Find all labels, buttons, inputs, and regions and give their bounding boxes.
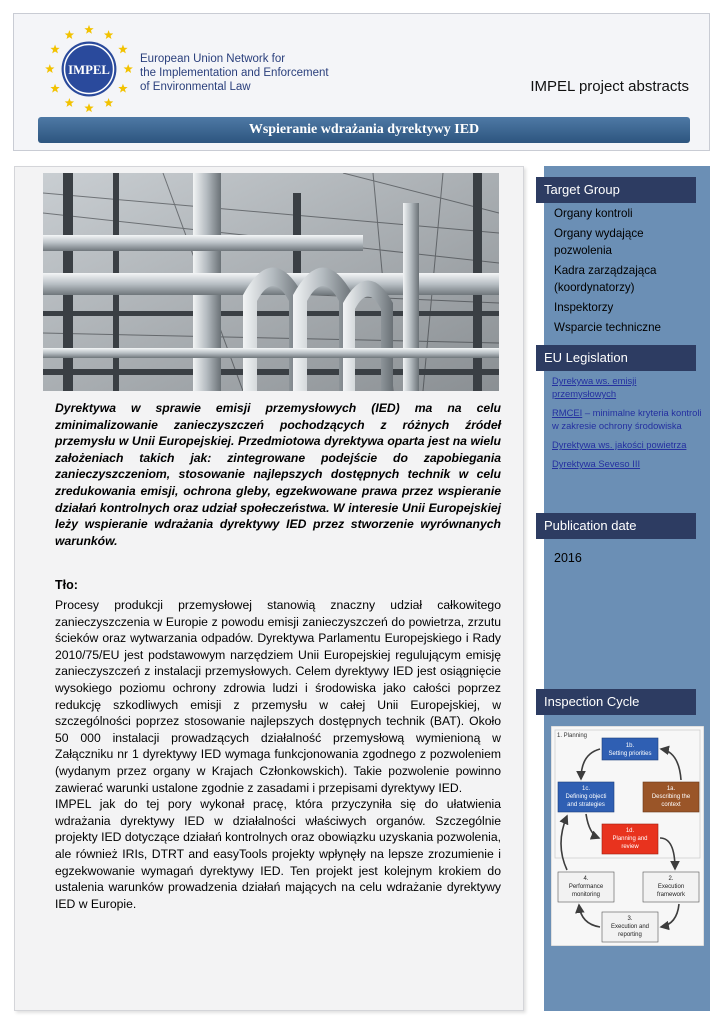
logo-star-icon (50, 45, 59, 54)
org-line-2: the Implementation and Enforcement (140, 67, 329, 79)
step-1d-number: 1d. (625, 828, 635, 834)
step-1b-label: Setting priorities (608, 751, 652, 757)
publication-year: 2016 (554, 551, 582, 565)
step-4-number: 4. (583, 876, 589, 882)
target-group-heading: Target Group (536, 177, 696, 203)
legislation-link-air-quality[interactable]: Dyrektywa ws. jakości powietrza (552, 439, 687, 450)
eu-legislation-heading: EU Legislation (536, 345, 696, 371)
background-paragraph-1: Procesy produkcji przemysłowej stanowią znaczny udział całkowitego zanieczyszczenia w Europie z powodu emisji zanieczyszczeń do powietrza, zrzutu ścieków oraz wytwarzania odpadów. Dyrektywa Parlamentu Europejskiego i Rady 2010/75/EU jest podstawowym narzędziem Unii Europejskiej regulującym emisję zanieczyszczeń z instalacji przemysłowych. Celem dyrektywy IED jest osiągnięcie wysokiego poziomu ochrony zdrowia ludzi i środowiska jako całości poprzez redukcję szkodliwych emisji z przemysłu w całej Unii Europejskiej, w szczególności poprzez stosowanie najlepszych dostępnych technik (BAT). Około 50 000 instalacji prowadzących działalność przemysłową wymienioną w Załączniku nr 1 dyrektywy IED wymaga funkcjonowania zgodnego z pozwoleniem (wydanym przez organy w Krajach Członkowskich). Takie pozwolenie powinno zawierać warunki ustalone zgodnie z zasadami i przepisami dyrektywy IED. (55, 598, 501, 795)
logo-star-icon (104, 30, 113, 39)
step-1b-number: 1b. (625, 743, 635, 749)
list-item: Organy kontroli (554, 207, 633, 220)
step-3-label-2: reporting (618, 932, 642, 938)
main-content (14, 166, 524, 1011)
background-paragraph-2: IMPEL jak do tej pory wykonał pracę, która przyczyniła się do ułatwienia wdrażania dyrektywy IED w działalności właściwych organów. Szczególnie projekty IED dotyczące działań kontrolnych oraz obowiązku uzyskania pozwolenia, ale również IRIs, DTRT and easyTools projekty wpłynęły na lepsze zrozumienie i egzekwowanie wymagań dyrektywy IED. Ten projekt jest kolejnym krokiem do ustalenia warunków prowadzenia działań mających na celu wdrażanie dyrektywy IED w Europie. (55, 797, 501, 911)
step-3-number: 3. (627, 916, 633, 922)
step-4-label-2: monitoring (571, 892, 601, 898)
legislation-link-rmcei[interactable]: RMCEI (552, 407, 583, 418)
logo-star-icon (118, 45, 127, 54)
step-1c-number: 1c. (581, 786, 591, 792)
logo-star-icon (50, 84, 59, 93)
step-4-label-1: Performance (568, 884, 604, 890)
logo-star-icon (124, 64, 133, 73)
sidebar (544, 166, 710, 1011)
background-text (55, 597, 501, 912)
logo-star-icon (84, 25, 93, 34)
logo-star-icon (84, 103, 93, 112)
step-1c-label-2: and strategies (567, 802, 605, 808)
logo-star-icon (118, 84, 127, 93)
impel-logo (40, 20, 138, 118)
organization-name (140, 52, 329, 94)
org-line-1: European Union Network for (140, 53, 286, 65)
industrial-plant-photo (43, 173, 499, 391)
svg-text:IMPEL: IMPEL (68, 62, 110, 77)
logo-star-icon (65, 98, 74, 107)
document-title: Wspieranie wdrażania dyrektywy IED (38, 117, 690, 143)
inspection-cycle-diagram (551, 726, 704, 946)
list-item: Kadra zarządzająca (koordynatorzy) (554, 264, 657, 294)
step-1d-label-2: review (621, 844, 639, 850)
rmcei-description: – minimalne kryteria kontroli w zakresie ochrony środowiska (552, 407, 702, 431)
step-1c-label-1: Defining objecti (565, 794, 607, 800)
step-1a-label-2: context (661, 802, 681, 808)
target-group-list (554, 205, 702, 339)
planning-label: 1. Planning (557, 733, 588, 739)
step-1a-number: 1a. (666, 786, 676, 792)
publication-date-heading: Publication date (536, 513, 696, 539)
legislation-link-ied[interactable]: Dyrekywa ws. emisji przemysłowych (552, 375, 637, 399)
intro-paragraph: Dyrektywa w sprawie emisji przemysłowych (IED) ma na celu zminimalizowanie zanieczyszczeń pochodzących z różnych źródeł przemysłu w Unii Europejskiej. Przedmiotowa dyrektywa oparta jest na wielu założeniach takich jak: zintegrowane podejście do zapobiegania zanieczyszczeniom, stosowanie najlepszych dostępnych technik w celu zredukowania emisji, ochrona gleby, egzekwowane prawa przez wspieranie działań kontrolnych oraz udział społeczeństwa. W interesie Unii Europejskiej leży wspieranie wdrażania dyrektywy IED przez stworzenie wyrównanych warunków. (55, 401, 501, 548)
step-1d-label-1: Planning and (612, 836, 648, 842)
list-item: Wsparcie techniczne (554, 321, 661, 334)
org-line-3: of Environmental Law (140, 81, 251, 93)
legislation-link-seveso[interactable]: Dyrektywa Seveso III (552, 458, 641, 469)
list-item: Inspektorzy (554, 301, 614, 314)
step-2-label-2: framework (656, 892, 686, 898)
step-1a-label-1: Describing the (651, 794, 691, 800)
logo-star-icon (104, 98, 113, 107)
background-heading: Tło: (55, 578, 78, 592)
eu-legislation-list (552, 374, 702, 476)
step-3-label-1: Execution and (610, 924, 650, 930)
logo-star-icon (65, 30, 74, 39)
list-item: Organy wydające pozwolenia (554, 227, 644, 257)
document-kind: IMPEL project abstracts (530, 78, 689, 95)
logo-star-icon (45, 64, 54, 73)
step-2-number: 2. (668, 876, 674, 882)
inspection-cycle-heading: Inspection Cycle (536, 689, 696, 715)
step-2-label-1: Execution (657, 884, 685, 890)
